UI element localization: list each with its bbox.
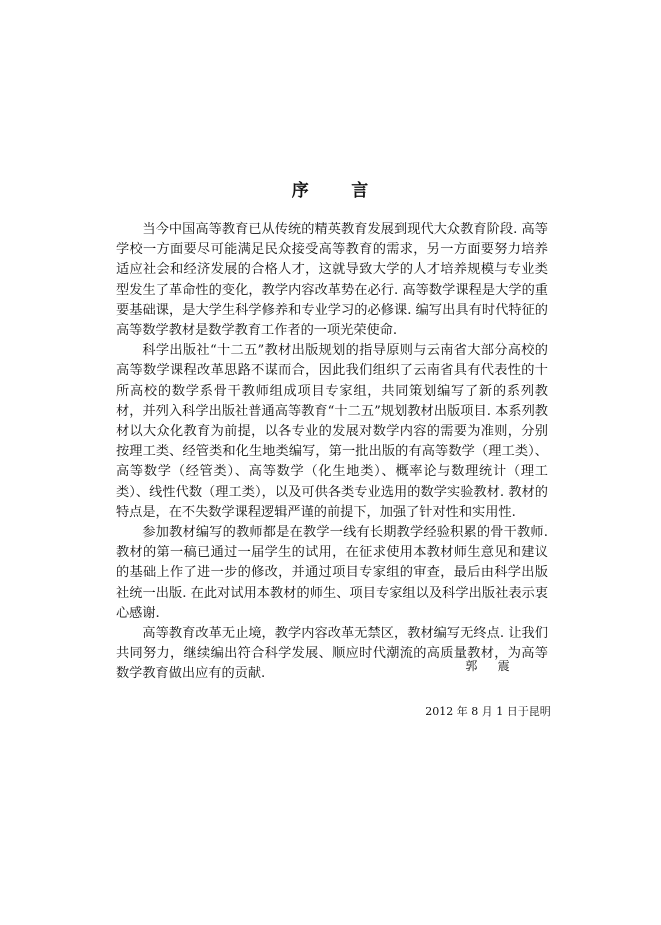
page-title: 序 言 bbox=[291, 181, 370, 201]
signature-date: 2012 年 8 月 1 日于昆明 bbox=[425, 705, 551, 718]
author-signature: 郭 震 bbox=[465, 659, 511, 673]
paragraph-1: 当今中国高等教育已从传统的精英教育发展到现代大众教育阶段. 高等学校一方面要尽可能满足民众接受高等教育的需求，另一方面要努力培养适应社会和经济发展的合格人才，这就导致大学的人才培养规模与专业类型发生了革命性的变化，教学内容改革势在必行. 高等数学课程是大学的重要基础课，是大学生科学修养和专业学习的必修课. 编写出具有时代特征的高等数学教材是数学教育工作者的一项光荣使命. bbox=[116, 222, 548, 339]
paragraph-4: 高等教育改革无止境，教学内容改革无禁区，教材编写无终点. 让我们共同努力，继续编出符合科学发展、顺应时代潮流的高质量教材，为高等数学教育做出应有的贡献. bbox=[116, 626, 548, 682]
paragraph-2: 科学出版社“十二五”教材出版规划的指导原则与云南省大部分高校的高等数学课程改革思路不谋而合，因此我们组织了云南省具有代表性的十所高校的数学系骨干教师组成项目专家组，共同策划编写了新的系列教材，并列入科学出版社普通高等教育“十二五”规划教材出版项目. 本系列教材以大众化教育为前提，以各专业的发展对数学内容的需要为准则，分别按理工类、经管类和化生地类编写，第一批出版的有高等数学（理工类）、高等数学（经管类）、高等数学（化生地类）、概率论与数理统计（理工类）、线性代数（理工类），以及可供各类专业选用的数学实验教材. 教材的特点是，在不失数学课程逻辑严谨的前提下，加强了针对性和实用性. bbox=[116, 343, 548, 520]
paragraph-3: 参加教材编写的教师都是在教学一线有长期教学经验积累的骨干教师. 教材的第一稿已通过一届学生的试用，在征求使用本教材师生意见和建议的基础上作了进一步的修改，并通过项目专家组的审查，最后由科学出版社统一出版. 在此对试用本教材的师生、项目专家组以及科学出版社表示衷心感谢. bbox=[116, 525, 548, 621]
preface-body bbox=[116, 220, 548, 685]
